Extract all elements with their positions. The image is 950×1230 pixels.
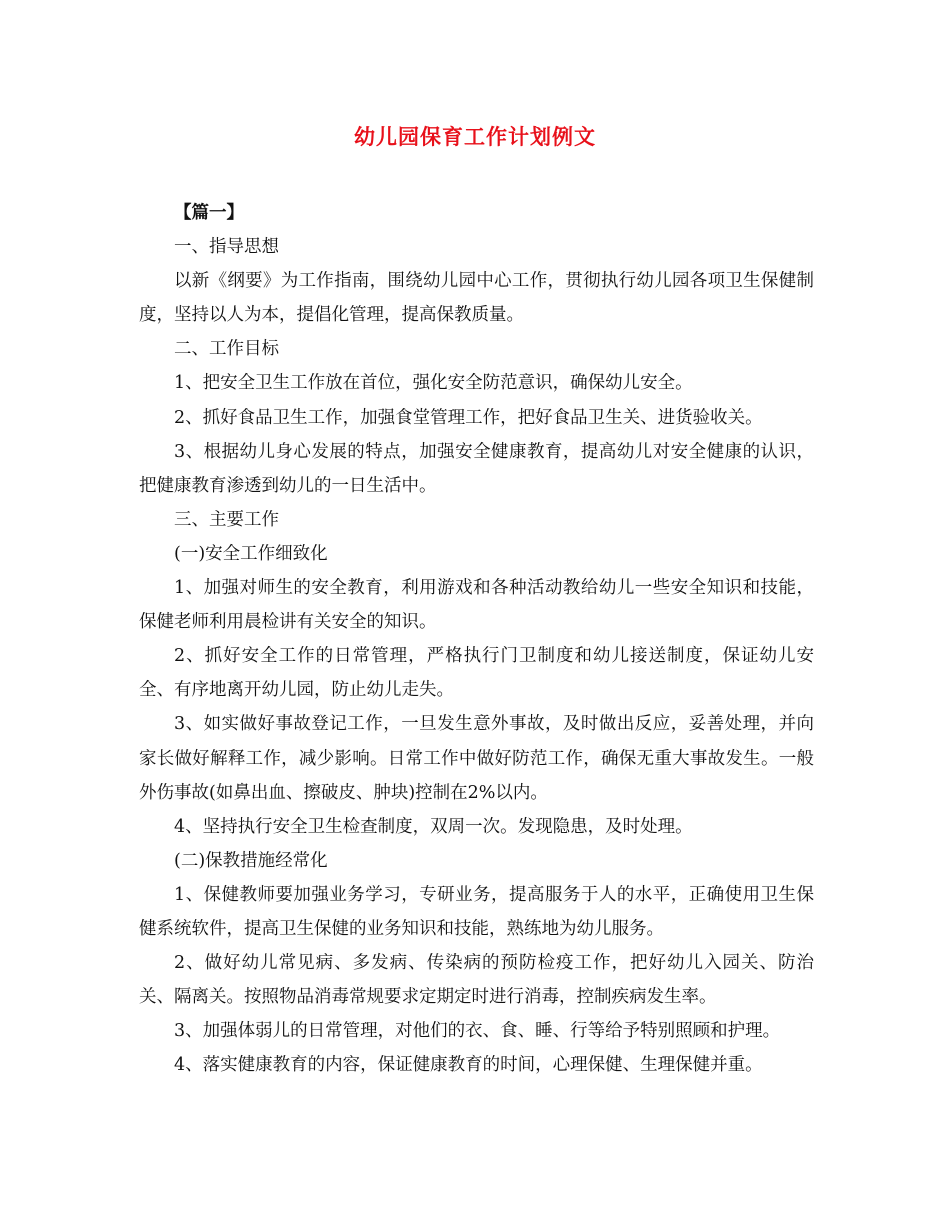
care-item-4: 4、落实健康教育的内容，保证健康教育的时间，心理保健、生理保健并重。: [174, 1055, 763, 1076]
goal-item-1: 1、把安全卫生工作放在首位，强化安全防范意识，确保幼儿安全。: [174, 373, 693, 394]
subheading-safety-work: (一)安全工作细致化: [174, 543, 328, 564]
safety-item-4: 4、坚持执行安全卫生检查制度，双周一次。发现隐患，及时处理。: [174, 816, 693, 837]
document-body: [139, 196, 814, 1082]
goal-item-2: 2、抓好食品卫生工作，加强食堂管理工作，把好食品卫生关、进货验收关。: [174, 407, 763, 428]
care-item-2: 2、做好幼儿常见病、多发病、传染病的预防检疫工作，把好幼儿入园关、防治关、隔离关。按照物品消毒常规要求定期定时进行消毒，控制疾病发生率。: [139, 953, 814, 1008]
paragraph-guiding-thought: 以新《纲要》为工作指南，围绕幼儿园中心工作，贯彻执行幼儿园各项卫生保健制度，坚持以人为本，提倡化管理，提高保教质量。: [139, 271, 814, 326]
goal-item-3: 3、根据幼儿身心发展的特点，加强安全健康教育，提高幼儿对安全健康的认识，把健康教育渗透到幼儿的一日生活中。: [139, 441, 814, 496]
care-item-3: 3、加强体弱儿的日常管理，对他们的衣、食、睡、行等给予特别照顾和护理。: [174, 1021, 781, 1042]
heading-work-goals: 二、工作目标: [174, 339, 279, 360]
document-title: 幼儿园保育工作计划例文: [354, 124, 596, 149]
section-marker: 【篇一】: [174, 203, 244, 223]
safety-item-2: 2、抓好安全工作的日常管理，严格执行门卫制度和幼儿接送制度，保证幼儿安全、有序地离开幼儿园，防止幼儿走失。: [139, 646, 814, 701]
safety-item-1: 1、加强对师生的安全教育，利用游戏和各种活动教给幼儿一些安全知识和技能，保健老师利用晨检讲有关安全的知识。: [139, 578, 814, 633]
care-item-1: 1、保健教师要加强业务学习，专研业务，提高服务于人的水平，正确使用卫生保健系统软件，提高卫生保健的业务知识和技能，熟练地为幼儿服务。: [139, 884, 814, 939]
heading-main-work: 三、主要工作: [174, 509, 279, 530]
heading-guiding-thought: 一、指导思想: [174, 237, 279, 258]
subheading-care-measures: (二)保教措施经常化: [174, 850, 328, 871]
safety-item-3: 3、如实做好事故登记工作，一旦发生意外事故，及时做出反应，妥善处理，并向家长做好解释工作，减少影响。日常工作中做好防范工作，确保无重大事故发生。一般外伤事故(如鼻出血、擦破皮、肿块)控制在2%以内。: [139, 714, 814, 803]
